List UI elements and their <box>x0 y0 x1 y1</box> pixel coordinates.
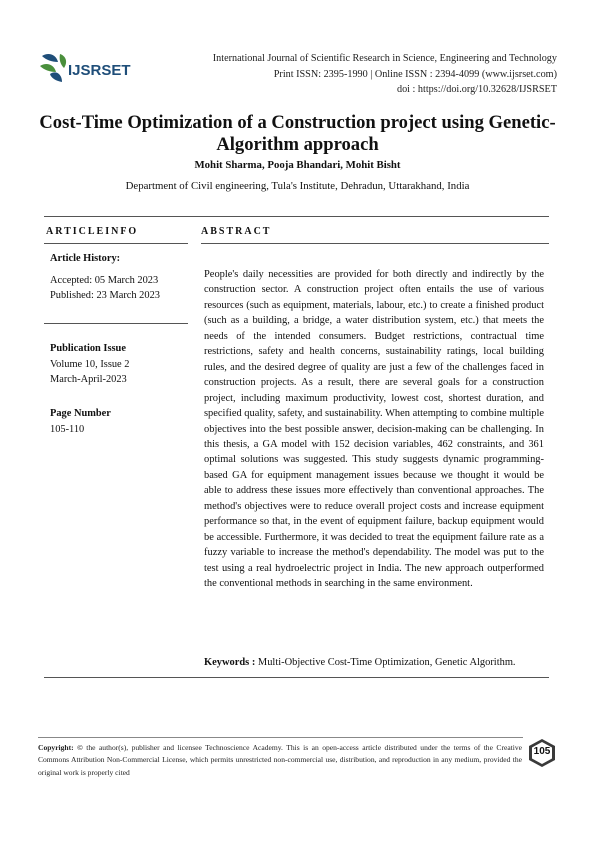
page-number-label: Page Number <box>50 408 111 419</box>
title-line-1: Cost-Time Optimization of a Construction project using Genetic- <box>39 112 556 133</box>
publication-issue-label: Publication Issue <box>50 343 126 354</box>
journal-name: International Journal of Scientific Research in Science, Engineering and Technology <box>212 53 557 64</box>
abstract-text: People's daily necessities are provided for both directly and indirectly by the construction sector. A construction project often entails the use of various resources (such as equipment, materials, labour, etc.) to create a finished product (such as a building, a bridge, a water distribution system, etc.) that meets the needs of the intended consumers. Budget restrictions, contractual time restrictions, safety and health concerns, sustainability ratings, local building rules, and the desired degree of quality are just a few of the challenges faced in construction projects. As a result, there are several goals for a construction project, including maximum productivity, lowest cost, shortest duration, and specified quality, safety, and sustainability. When attempting to combine multiple objectives into the best possible answer, decision-making can be challenging. In this thesis, a GA model with 152 decision variables, 462 constraints, and 361 optimal solutions was suggested. This study suggests dynamic programming-based GA for equipment management issues because we thought it would be able to address these issues more effectively than conventional approaches. The method's objectives were to reduce overall project costs and increase equipment performance so that, in the event of equipment failure, backup equipment would be accessible. Furthermore, it was decided to treat the equipment failure rate as a fuzzy variable to increase the method's dependability. The model was put to the test using a real hydroelectric project in India. The new approach outperformed the conventional methods in searching in the same environment. <box>204 269 544 590</box>
article-history-label: Article History: <box>50 253 121 264</box>
keywords-label: Keywords : <box>204 657 256 668</box>
page-number-info <box>50 406 111 437</box>
accepted-date: Accepted: 05 March 2023 <box>50 274 159 286</box>
journal-logo <box>38 50 134 86</box>
journal-info <box>177 51 557 98</box>
journal-doi[interactable]: doi : https://doi.org/10.32628/IJSRSET <box>396 84 557 95</box>
volume-issue: Volume 10, Issue 2 <box>50 358 130 370</box>
footer-divider <box>38 737 523 738</box>
page-range: 105-110 <box>50 423 85 435</box>
journal-issn[interactable]: Print ISSN: 2395-1990 | Online ISSN : 2394-4099 (www.ijsrset.com) <box>273 68 557 80</box>
bottom-divider <box>44 677 549 678</box>
top-divider <box>44 216 549 217</box>
svg-text:IJSRSET: IJSRSET <box>68 62 131 79</box>
page-number: 105 <box>533 746 551 757</box>
copyright-label: Copyright: © <box>38 743 83 752</box>
copyright-text: the author(s), publisher and licensee Technoscience Academy. This is an open-access article distributed under the terms of the Creative Commons Attribution Non-Commercial License, which permits unrestricted non-commercial use, distribution, and reproduction in any medium, provided the original work is properly cited <box>38 743 522 777</box>
article-history <box>50 251 160 304</box>
logo-mark-icon <box>38 50 134 86</box>
right-heading-divider <box>201 243 549 244</box>
copyright-notice <box>38 742 522 779</box>
article-info-heading: ARTICLEINFO <box>46 226 139 237</box>
paper-title <box>30 112 565 156</box>
abstract-heading: ABSTRACT <box>201 226 272 237</box>
publication-issue <box>50 341 129 388</box>
issue-period: March-April-2023 <box>50 374 127 385</box>
published-date: Published: 23 March 2023 <box>50 290 160 301</box>
keywords-list: Multi-Objective Cost-Time Optimization, Genetic Algorithm. <box>255 657 516 668</box>
paper-authors: Mohit Sharma, Pooja Bhandari, Mohit Bisht <box>194 159 401 171</box>
paper-affiliation: Department of Civil engineering, Tula's Institute, Dehradun, Uttarakhand, India <box>125 180 470 192</box>
left-heading-divider <box>44 243 188 244</box>
keywords <box>204 657 549 668</box>
title-line-2: Algorithm approach <box>216 134 379 155</box>
left-info-divider <box>44 323 188 324</box>
